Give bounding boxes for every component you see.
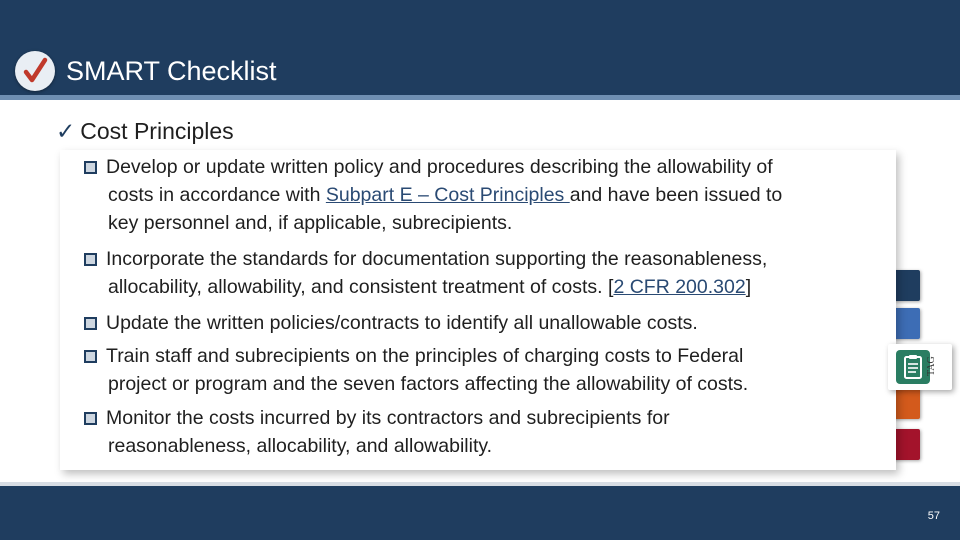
footer-bar	[0, 486, 960, 540]
checklist-item-4: Train staff and subrecipients on the principles of charging costs to Federal project or program and the seven factors affecting the allowability of costs.	[84, 342, 884, 398]
checkbox-icon	[84, 350, 97, 363]
cfr-200-302-link[interactable]: 2 CFR 200.302	[613, 276, 746, 298]
subpart-e-link[interactable]: Subpart E – Cost Principles	[325, 184, 570, 206]
clipboard-icon	[896, 350, 930, 384]
checklist-item-5: Monitor the costs incurred by its contractors and subrecipients for reasonableness, allocability, and allowability.	[84, 404, 884, 460]
checkmark-icon	[15, 51, 55, 91]
checklist-item-2: Incorporate the standards for documentation supporting the reasonableness, allocability, allowability, and consistent treatment of costs. [2 CFR 200.302]	[84, 245, 884, 301]
checklist-item-1: Develop or update written policy and procedures describing the allowability of costs in accordance with Subpart E – Cost Principles and have been issued to key personnel and, if applicable, subrecipients.	[84, 153, 884, 237]
section-heading-text: Cost Principles	[80, 118, 234, 144]
checklist-item-3: Update the written policies/contracts to identify all unallowable costs.	[84, 309, 884, 337]
page-number: 57	[927, 510, 940, 522]
slide-title: SMART Checklist	[66, 56, 277, 86]
check-tick-icon: ✓	[56, 118, 76, 144]
checkbox-icon	[84, 317, 97, 330]
section-heading	[56, 116, 234, 146]
header-rule	[0, 95, 960, 100]
side-tab-label: TAG	[926, 356, 937, 376]
checkbox-icon	[84, 161, 97, 174]
checkbox-icon	[84, 412, 97, 425]
checkbox-icon	[84, 253, 97, 266]
